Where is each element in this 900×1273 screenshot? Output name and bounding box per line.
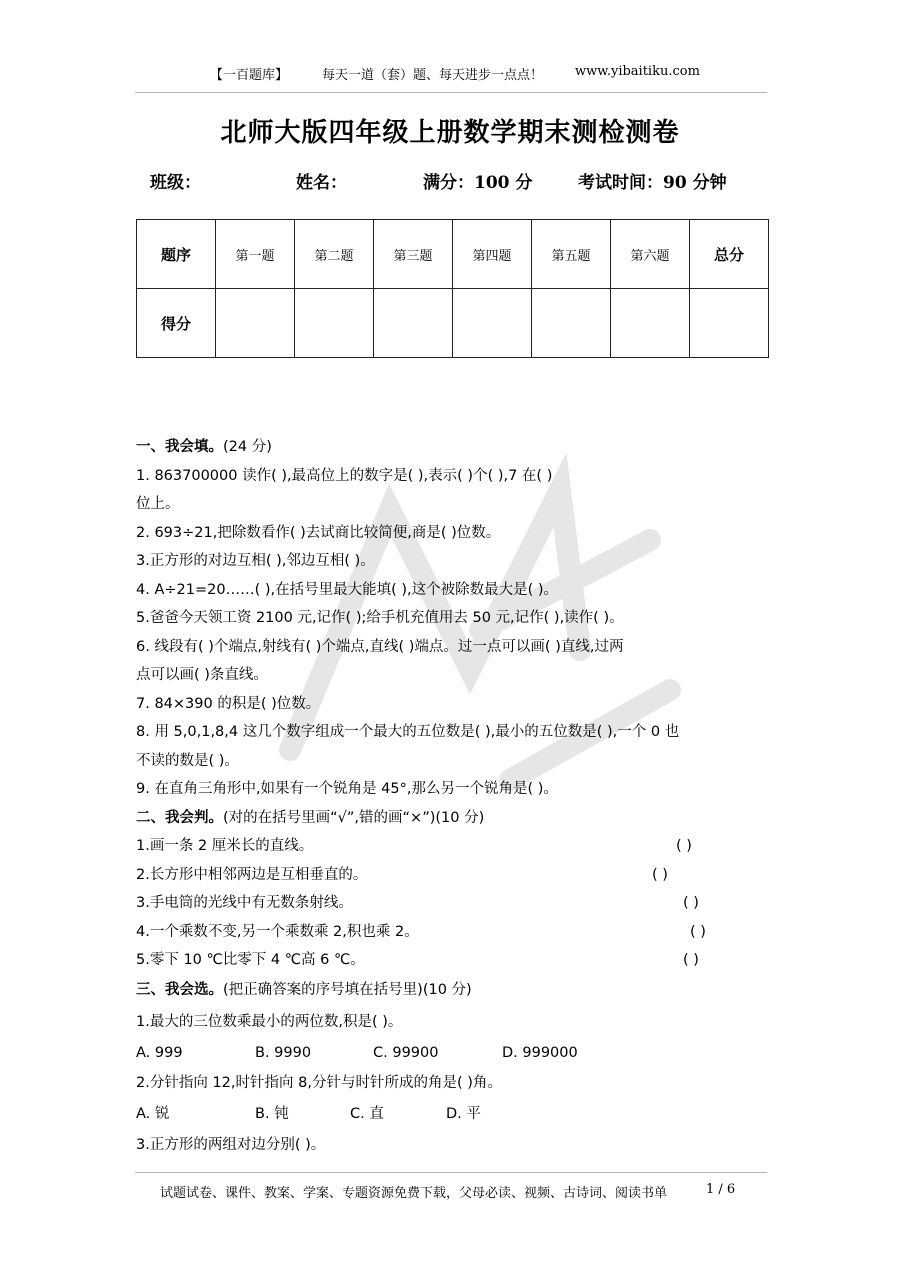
- section1-title: 一、我会填。: [136, 439, 223, 455]
- score-input-cell[interactable]: [690, 289, 769, 358]
- footer-text: 试题试卷、课件、教案、学案、专题资源免费下载，父母必读、视频、古诗词、阅读书单: [160, 1186, 668, 1201]
- question-1-1-cont: 位上。: [136, 496, 180, 512]
- question-1-6-cont: 点可以画( )条直线。: [136, 667, 268, 683]
- answer-paren[interactable]: ( ): [683, 895, 699, 911]
- header-url[interactable]: www.yibaitiku.com: [575, 64, 700, 79]
- section1-heading: [136, 433, 768, 461]
- footer-divider: [135, 1172, 767, 1173]
- class-label: 班级：: [150, 173, 201, 193]
- question-1-2: 2. 693÷21,把除数看作( )去试商比较简便,商是( )位数。: [136, 525, 501, 541]
- question-3-1: 1.最大的三位数乘最小的两位数,积是( )。: [136, 1014, 403, 1030]
- section3-instruction: (把正确答案的序号填在括号里)(10 分): [223, 982, 472, 998]
- header-brand: 【一百题库】: [210, 68, 289, 83]
- question-1-4: 4. A÷21=20……( ),在括号里最大能填( ),这个被除数最大是( )。: [136, 582, 559, 598]
- answer-paren[interactable]: ( ): [676, 838, 692, 854]
- table-cell: 第六题: [611, 220, 690, 289]
- option-a[interactable]: A. 锐: [136, 1106, 170, 1122]
- section1-points: (24 分): [223, 439, 272, 455]
- score-input-cell[interactable]: [216, 289, 295, 358]
- table-cell: 第三题: [374, 220, 453, 289]
- option-d[interactable]: D. 平: [446, 1106, 481, 1122]
- question-1-5: 5.爸爸今天领工资 2100 元,记作( );给手机充值用去 50 元,记作( ),读作( )。: [136, 610, 624, 626]
- question-1-1: 1. 863700000 读作( ),最高位上的数字是( ),表示( )个( ),7 在( ): [136, 468, 553, 484]
- question-1-7: 7. 84×390 的积是( )位数。: [136, 696, 321, 712]
- question-1-9: 9. 在直角三角形中,如果有一个锐角是 45°,那么另一个锐角是( )。: [136, 781, 558, 797]
- judge-item: 3.手电筒的光线中有无数条射线。: [136, 895, 353, 911]
- table-cell: 第一题: [216, 220, 295, 289]
- option-a[interactable]: A. 999: [136, 1045, 183, 1061]
- exam-time: 考试时间：90 分钟: [578, 173, 727, 193]
- judge-item: 5.零下 10 ℃比零下 4 ℃高 6 ℃。: [136, 952, 365, 968]
- score-table: [136, 219, 769, 358]
- section2-title: 二、我会判。: [136, 810, 223, 826]
- judge-item: 2.长方形中相邻两边是互相垂直的。: [136, 867, 368, 883]
- section2-heading: [136, 804, 768, 832]
- header-slogan: 每天一道（套）题、每天进步一点点！: [322, 68, 544, 83]
- page-number: 1 / 6: [706, 1182, 736, 1197]
- table-cell: 第二题: [295, 220, 374, 289]
- question-3-3: 3.正方形的两组对边分别( )。: [136, 1137, 326, 1153]
- answer-paren[interactable]: ( ): [690, 924, 706, 940]
- table-cell: 总分: [690, 220, 769, 289]
- question-1-8-cont: 不读的数是( )。: [136, 753, 239, 769]
- option-d[interactable]: D. 999000: [502, 1045, 578, 1061]
- table-cell: 题序: [137, 220, 216, 289]
- judge-item: 1.画一条 2 厘米长的直线。: [136, 838, 314, 854]
- score-input-cell[interactable]: [295, 289, 374, 358]
- question-3-2: 2.分针指向 12,时针指向 8,分针与时针所成的角是( )角。: [136, 1075, 502, 1091]
- page-title: 北师大版四年级上册数学期末测检测卷: [220, 118, 680, 148]
- question-1-6: 6. 线段有( )个端点,射线有( )个端点,直线( )端点。过一点可以画( )直线,过两: [136, 639, 624, 655]
- name-label: 姓名：: [296, 173, 347, 193]
- section3-title: 三、我会选。: [136, 982, 223, 998]
- judge-item: 4.一个乘数不变,另一个乘数乘 2,积也乘 2。: [136, 924, 419, 940]
- table-cell: 第五题: [532, 220, 611, 289]
- question-1-8: 8. 用 5,0,1,8,4 这几个数字组成一个最大的五位数是( ),最小的五位数是( ),一个 0 也: [136, 724, 680, 740]
- section2-instruction: (对的在括号里画“√”,错的画“×”)(10 分): [223, 810, 485, 826]
- question-1-3: 3.正方形的对边互相( ),邻边互相( )。: [136, 553, 375, 569]
- answer-paren[interactable]: ( ): [652, 867, 668, 883]
- score-input-cell[interactable]: [532, 289, 611, 358]
- header-divider: [135, 92, 767, 93]
- answer-paren[interactable]: ( ): [683, 952, 699, 968]
- table-cell: 第四题: [453, 220, 532, 289]
- score-table-header-row: [137, 220, 769, 289]
- section3-heading: [136, 976, 768, 1004]
- score-table-score-row: [137, 289, 769, 358]
- option-c[interactable]: C. 99900: [373, 1045, 439, 1061]
- full-score: 满分：100 分: [423, 173, 533, 193]
- score-input-cell[interactable]: [374, 289, 453, 358]
- option-b[interactable]: B. 钝: [255, 1106, 289, 1122]
- score-input-cell[interactable]: [611, 289, 690, 358]
- score-input-cell[interactable]: [453, 289, 532, 358]
- table-cell: 得分: [137, 289, 216, 358]
- option-c[interactable]: C. 直: [350, 1106, 384, 1122]
- option-b[interactable]: B. 9990: [255, 1045, 312, 1061]
